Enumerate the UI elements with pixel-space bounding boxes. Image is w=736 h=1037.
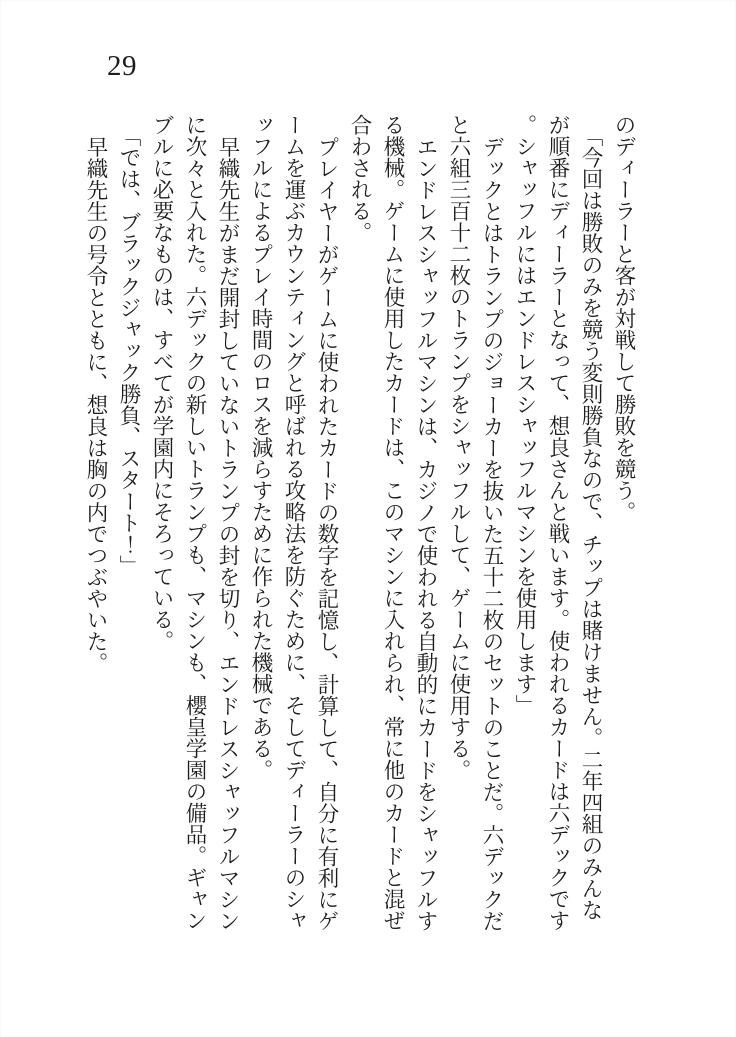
text-block xyxy=(78,114,640,932)
paragraph: のディーラーと客が対戦して勝敗を競う。 xyxy=(612,114,636,523)
paragraph: 「今回は勝敗のみを競う変則勝負なので、チップは賭けません。二年四組のみんなが順番にディーラーとなって、想良さんと戦います。使われるカードは六デックです。シャッフルにはエンドレスシャッフルマシンを使用します」 xyxy=(513,114,603,931)
paragraph: 早織先生の号令とともに、想良は胸の内でつぶやいた。 xyxy=(84,135,108,673)
paragraph: 早織先生がまだ開封していないトランプの封を切り、エンドレスシャッフルマシンに次々と入れた。六デックの新しいトランプも、マシンも、櫻皇学園の備品。ギャンブルに必要なものは、すべてが学園内にそろっている。 xyxy=(150,114,240,931)
paragraph: プレイヤーがゲームに使われたカードの数字を記憶し、計算して、自分に有利にゲームを運ぶカウンティングと呼ばれる攻略法を防ぐために、そしてディーラーのシャッフルによるプレイ時間のロスを減らすために作られた機械である。 xyxy=(249,114,339,931)
paragraph: エンドレスシャッフルマシンは、カジノで使われる自動的にカードをシャッフルする機械。ゲームに使用したカードは、このマシンに入れられ、常に他のカードと混ぜ合わされる。 xyxy=(348,114,438,931)
paragraph: デックとはトランプのジョーカーを抜いた五十二枚のセットのことだ。六デックだと六組三百十二枚のトランプをシャッフルして、ゲームに使用する。 xyxy=(447,114,504,931)
paragraph: 「では、ブラックジャック勝負、スタート！」 xyxy=(117,125,141,577)
page-number: 29 xyxy=(107,50,137,82)
